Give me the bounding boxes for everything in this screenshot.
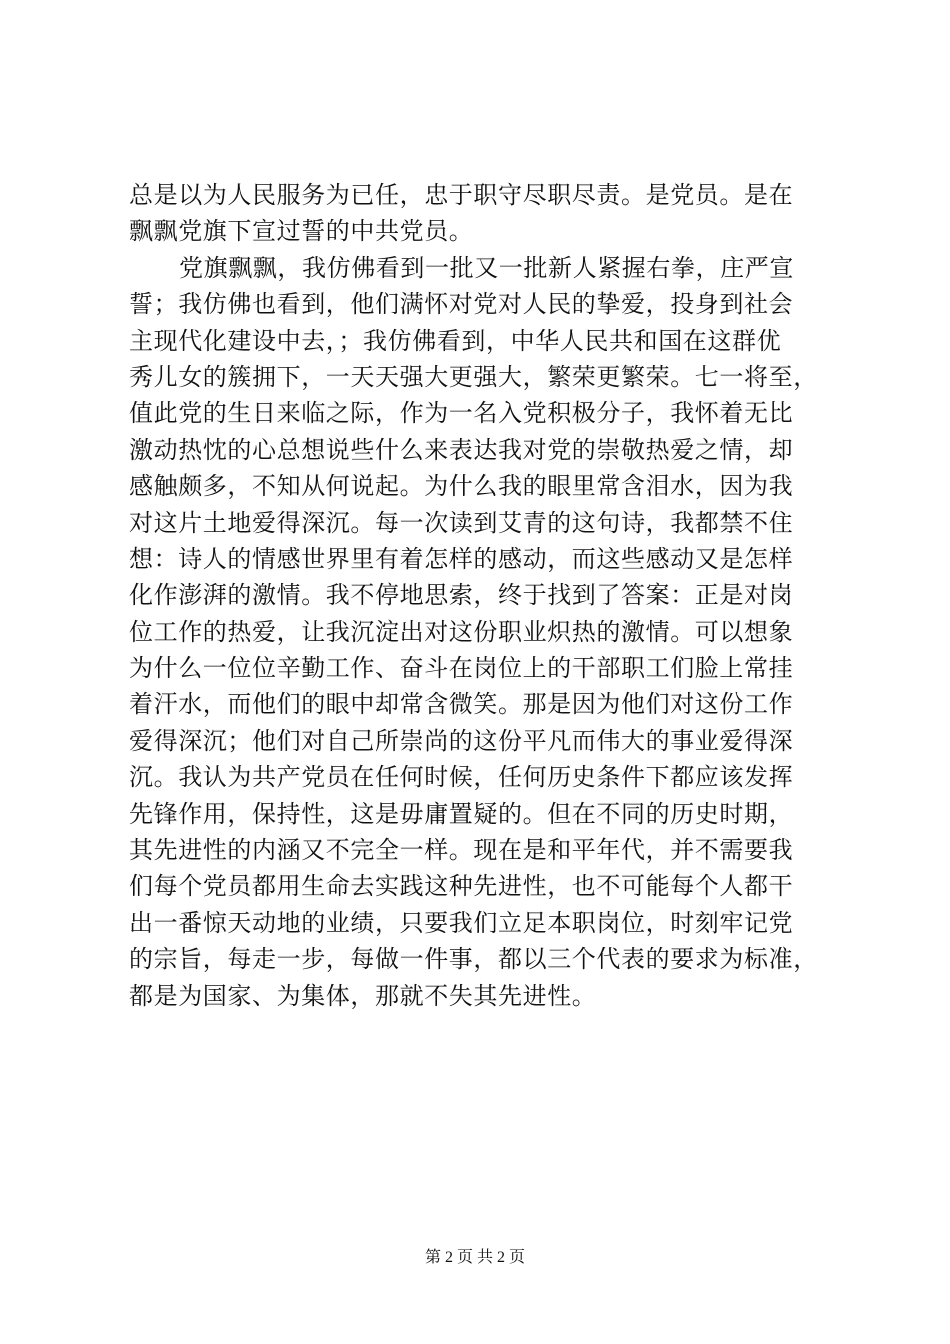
text-line: 都是为国家、为集体，那就不失其先进性。 <box>129 981 597 1010</box>
text-line: 对这片土地爱得深沉。每一次读到艾青的这句诗，我都禁不住 <box>129 508 794 537</box>
text-line: 值此党的生日来临之际，作为一名入党积极分子，我怀着无比 <box>129 399 794 428</box>
text-line: 沉。我认为共产党员在任何时候，任何历史条件下都应该发挥 <box>129 763 794 792</box>
text-line: 誓；我仿佛也看到，他们满怀对党对人民的挚爱，投身到社会 <box>129 290 794 319</box>
text-line: 激动热忱的心总想说些什么来表达我对党的崇敬热爱之情，却 <box>129 435 794 464</box>
text-line: 秀儿女的簇拥下，一天天强大更强大，繁荣更繁荣。七一将至， <box>129 362 818 391</box>
text-line: 主现代化建设中去，；我仿佛看到，中华人民共和国在这群优 <box>129 326 782 355</box>
text-line: 飘飘党旗下宣过誓的中共党员。 <box>129 217 474 246</box>
text-line: 出一番惊天动地的业绩，只要我们立足本职岗位，时刻牢记党 <box>129 908 794 937</box>
text-line: 为什么一位位辛勤工作、奋斗在岗位上的干部职工们脸上常挂 <box>129 654 794 683</box>
page-number-footer: 第 2 页 共 2 页 <box>424 1249 525 1266</box>
text-line: 想：诗人的情感世界里有着怎样的感动，而这些感动又是怎样 <box>129 544 794 573</box>
paragraph-start-line: 党旗飘飘，我仿佛看到一批又一批新人紧握右拳，庄严宣 <box>179 253 794 282</box>
text-line: 爱得深沉；他们对自己所崇尚的这份平凡而伟大的事业爱得深 <box>129 726 794 755</box>
text-line: 先锋作用，保持性，这是毋庸置疑的。但在不同的历史时期， <box>129 799 794 828</box>
text-line: 们每个党员都用生命去实践这种先进性，也不可能每个人都干 <box>129 872 794 901</box>
text-line: 感触颇多，不知从何说起。为什么我的眼里常含泪水，因为我 <box>129 472 794 501</box>
text-line: 的宗旨，每走一步，每做一件事，都以三个代表的要求为标准， <box>129 945 818 974</box>
text-line: 着汗水，而他们的眼中却常含微笑。那是因为他们对这份工作 <box>129 690 794 719</box>
text-line: 位工作的热爱，让我沉淀出对这份职业炽热的激情。可以想象 <box>129 617 794 646</box>
body-text <box>129 177 829 1014</box>
text-line: 总是以为人民服务为已任，忠于职守尽职尽责。是党员。是在 <box>129 181 794 209</box>
text-line: 化作澎湃的激情。我不停地思索，终于找到了答案：正是对岗 <box>129 581 794 610</box>
text-line: 其先进性的内涵又不完全一样。现在是和平年代，并不需要我 <box>129 836 794 865</box>
